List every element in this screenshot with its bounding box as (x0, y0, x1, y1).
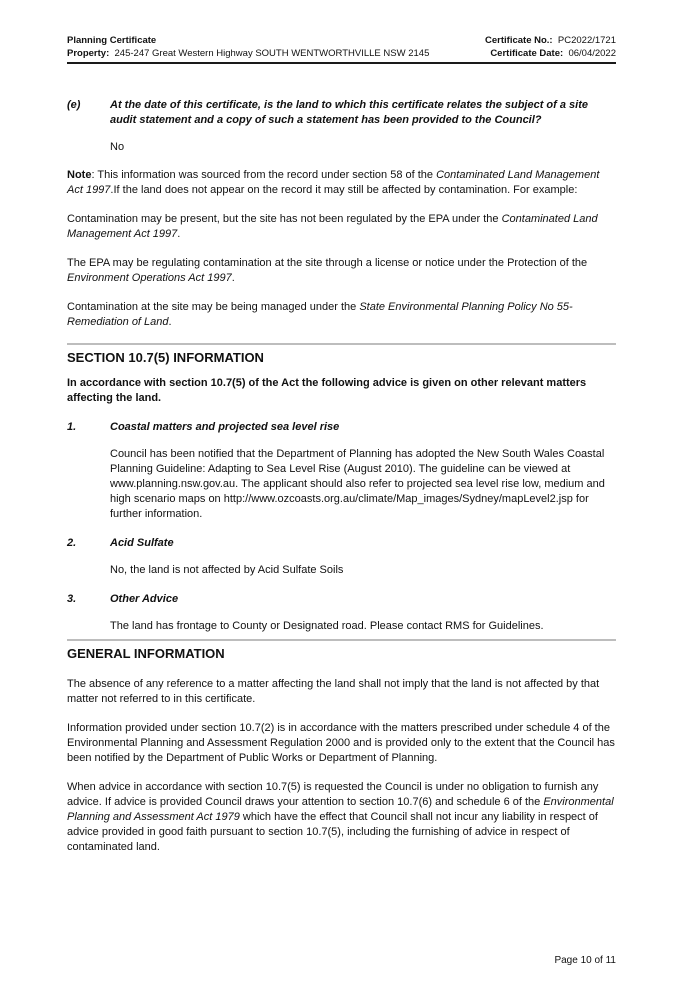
section-title-1075: SECTION 10.7(5) INFORMATION (67, 350, 264, 365)
advice-item-heading: 1. Coastal matters and projected sea level rise (67, 421, 340, 433)
general-paragraph-3: When advice in accordance with section 10.7(5) is requested the Council is under no obligation to furnish any advice. If advice is provided Council draws your attention to section 10.7(6) and schedule 6 of the Environmental Planning and Assessment Act 1979 which have the effect that Council shall not incur any liability in respect of advice provided in good faith pursuant to section 10.7(5), including the furnishing of advice in respect of contaminated land. (67, 781, 614, 853)
section-lead: In accordance with section 10.7(5) of the Act the following advice is given on other relevant matters affecting the land. (67, 377, 587, 404)
advice-item-heading: 2. Acid Sulfate (67, 537, 174, 549)
question-answer: No (110, 141, 125, 153)
question-label: (e) (67, 99, 81, 111)
advice-item-body: Council has been notified that the Department of Planning has adopted the New South Wales Coastal Planning Guideline: Adapting to Sea Level Rise (August 2010). The guideline can be viewed at www.planning.nsw.gov.au. The applicant should also refer to projected sea level rise low, medium and high scenario maps on http://www.ozcoasts.org.au/climate/Map_images/Sydney/mapLevel2.jsp for further information. (110, 448, 605, 520)
advice-item-heading: 3. Other Advice (67, 593, 179, 605)
advice-item-body: The land has frontage to County or Designated road. Please contact RMS for Guidelines. (110, 620, 544, 632)
certificate-number: Certificate No.: PC2022/1721 (485, 35, 616, 46)
section-title-general: GENERAL INFORMATION (67, 646, 225, 661)
note-paragraph: Note: This information was sourced from the record under section 58 of the Contaminated Land Management Act 1997.If the land does not appear on the record it may still be affected by contamination. For example: (67, 169, 600, 196)
general-paragraph-2: Information provided under section 10.7(2) is in accordance with the matters prescribed under schedule 4 of the Environmental Planning and Assessment Regulation 2000 and is provided only to the extent that the Council has been notified by the Department of Public Works or Department of Planning. (67, 722, 615, 764)
document-page (67, 34, 616, 855)
section-divider (67, 639, 616, 641)
note-paragraph-3: The EPA may be regulating contamination at the site through a license or notice under the Protection of the Environment Operations Act 1997. (67, 257, 588, 284)
general-paragraph-1: The absence of any reference to a matter affecting the land shall not imply that the land is not affected by that matter not referred to in this certificate. (67, 678, 600, 705)
question-text: At the date of this certificate, is the land to which this certificate relates the subject of a site audit statement and a copy of such a statement has been provided to the Council? (110, 99, 589, 126)
advice-item-body: No, the land is not affected by Acid Sulfate Soils (110, 564, 344, 576)
section-divider (67, 343, 616, 345)
header-divider (67, 62, 616, 64)
property-address: Property: 245-247 Great Western Highway SOUTH WENTWORTHVILLE NSW 2145 (67, 48, 430, 59)
question-e (67, 98, 616, 128)
certificate-date: Certificate Date: 06/04/2022 (490, 48, 616, 59)
page-number: Page 10 of 11 (554, 955, 616, 966)
note-paragraph-2: Contamination may be present, but the site has not been regulated by the EPA under the Contaminated Land Management Act 1997. (67, 213, 598, 240)
note-paragraph-4: Contamination at the site may be being managed under the State Environmental Planning Policy No 55-Remediation of Land. (67, 301, 573, 328)
header-title: Planning Certificate (67, 35, 157, 46)
page-header (67, 34, 616, 64)
